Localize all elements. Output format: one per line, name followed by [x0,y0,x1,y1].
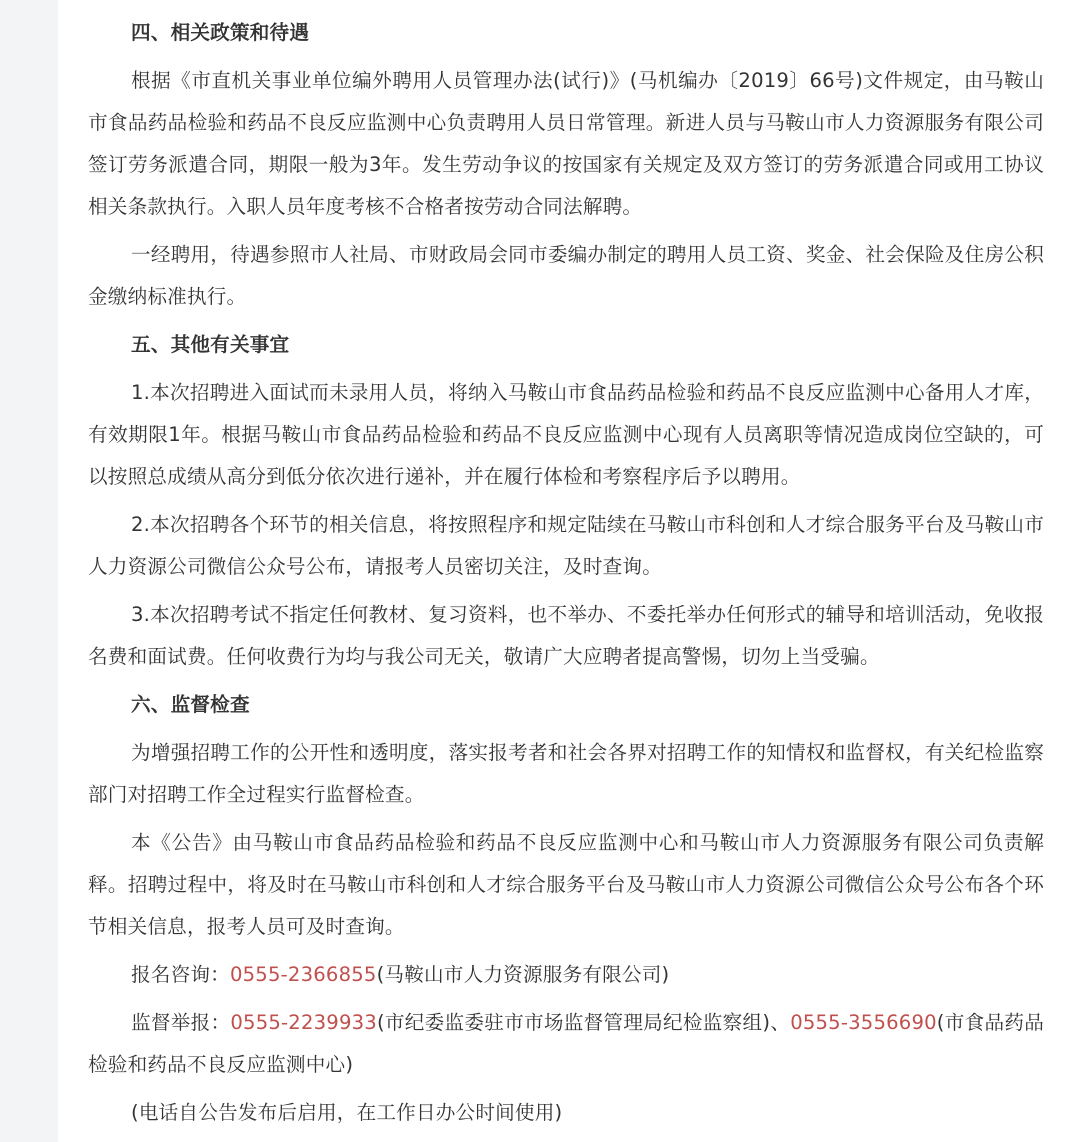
paragraph: 根据《市直机关事业单位编外聘用人员管理办法(试行)》(马机编办〔2019〕66号)文件规定，由马鞍山市食品药品检验和药品不良反应监测中心负责聘用人员日常管理。新进人员与马鞍山市人力资源服务有限公司签订劳务派遣合同，期限一般为3年。发生劳动争议的按国家有关规定及双方签订的劳务派遣合同或用工协议相关条款执行。入职人员年度考核不合格者按劳动合同法解聘。 [88,69,1044,218]
phone-link[interactable]: 0555-2239933 [230,1011,377,1034]
contact-label: 报名咨询： [131,963,230,986]
section-other-matters [88,324,1044,678]
section-policies [88,12,1044,318]
left-margin-strip [0,0,58,1142]
contact-org: (马鞍山市人力资源服务有限公司) [376,963,670,986]
paragraph: 一经聘用，待遇参照市人社局、市财政局会同市委编办制定的聘用人员工资、奖金、社会保险及住房公积金缴纳标准执行。 [88,243,1044,308]
supervision-contact [88,1002,1044,1086]
paragraph: 本《公告》由马鞍山市食品药品检验和药品不良反应监测中心和马鞍山市人力资源服务有限公司负责解释。招聘过程中，将及时在马鞍山市科创和人才综合服务平台及马鞍山市人力资源公司微信公众号公布各个环节相关信息，报考人员可及时查询。 [88,831,1044,938]
paragraph: 为增强招聘工作的公开性和透明度，落实报考者和社会各界对招聘工作的知情权和监督权，有关纪检监察部门对招聘工作全过程实行监督检查。 [88,741,1044,806]
section-supervision [88,684,1044,948]
contact-org: (市纪委监委驻市市场监督管理局纪检监察组)、 [376,1011,791,1034]
paragraph: 2.本次招聘各个环节的相关信息，将按照程序和规定陆续在马鞍山市科创和人才综合服务平台及马鞍山市人力资源公司微信公众号公布，请报考人员密切关注，及时查询。 [88,513,1044,578]
article-body [88,12,1044,1140]
registration-contact [88,954,1044,996]
section-heading: 五、其他有关事宜 [131,333,290,356]
paragraph: 1.本次招聘进入面试而未录用人员，将纳入马鞍山市食品药品检验和药品不良反应监测中心备用人才库，有效期限1年。根据马鞍山市食品药品检验和药品不良反应监测中心现有人员离职等情况造成岗位空缺的，可以按照总成绩从高分到低分依次进行递补，并在履行体检和考察程序后予以聘用。 [88,381,1044,488]
phone-link[interactable]: 0555-3556690 [790,1011,937,1034]
section-heading: 六、监督检查 [131,693,250,716]
paragraph: 3.本次招聘考试不指定任何教材、复习资料，也不举办、不委托举办任何形式的辅导和培训活动，免收报名费和面试费。任何收费行为均与我公司无关，敬请广大应聘者提高警惕，切勿上当受骗。 [88,603,1044,668]
phone-link[interactable]: 0555-2366855 [229,963,377,986]
contact-org: (市食品药品检验和药品不良反应监测中心) [88,1011,1044,1076]
contact-label: 监督举报： [131,1011,231,1034]
section-heading: 四、相关政策和待遇 [131,21,310,44]
phone-usage-note: (电话自公告发布后启用，在工作日办公时间使用) [131,1101,563,1124]
